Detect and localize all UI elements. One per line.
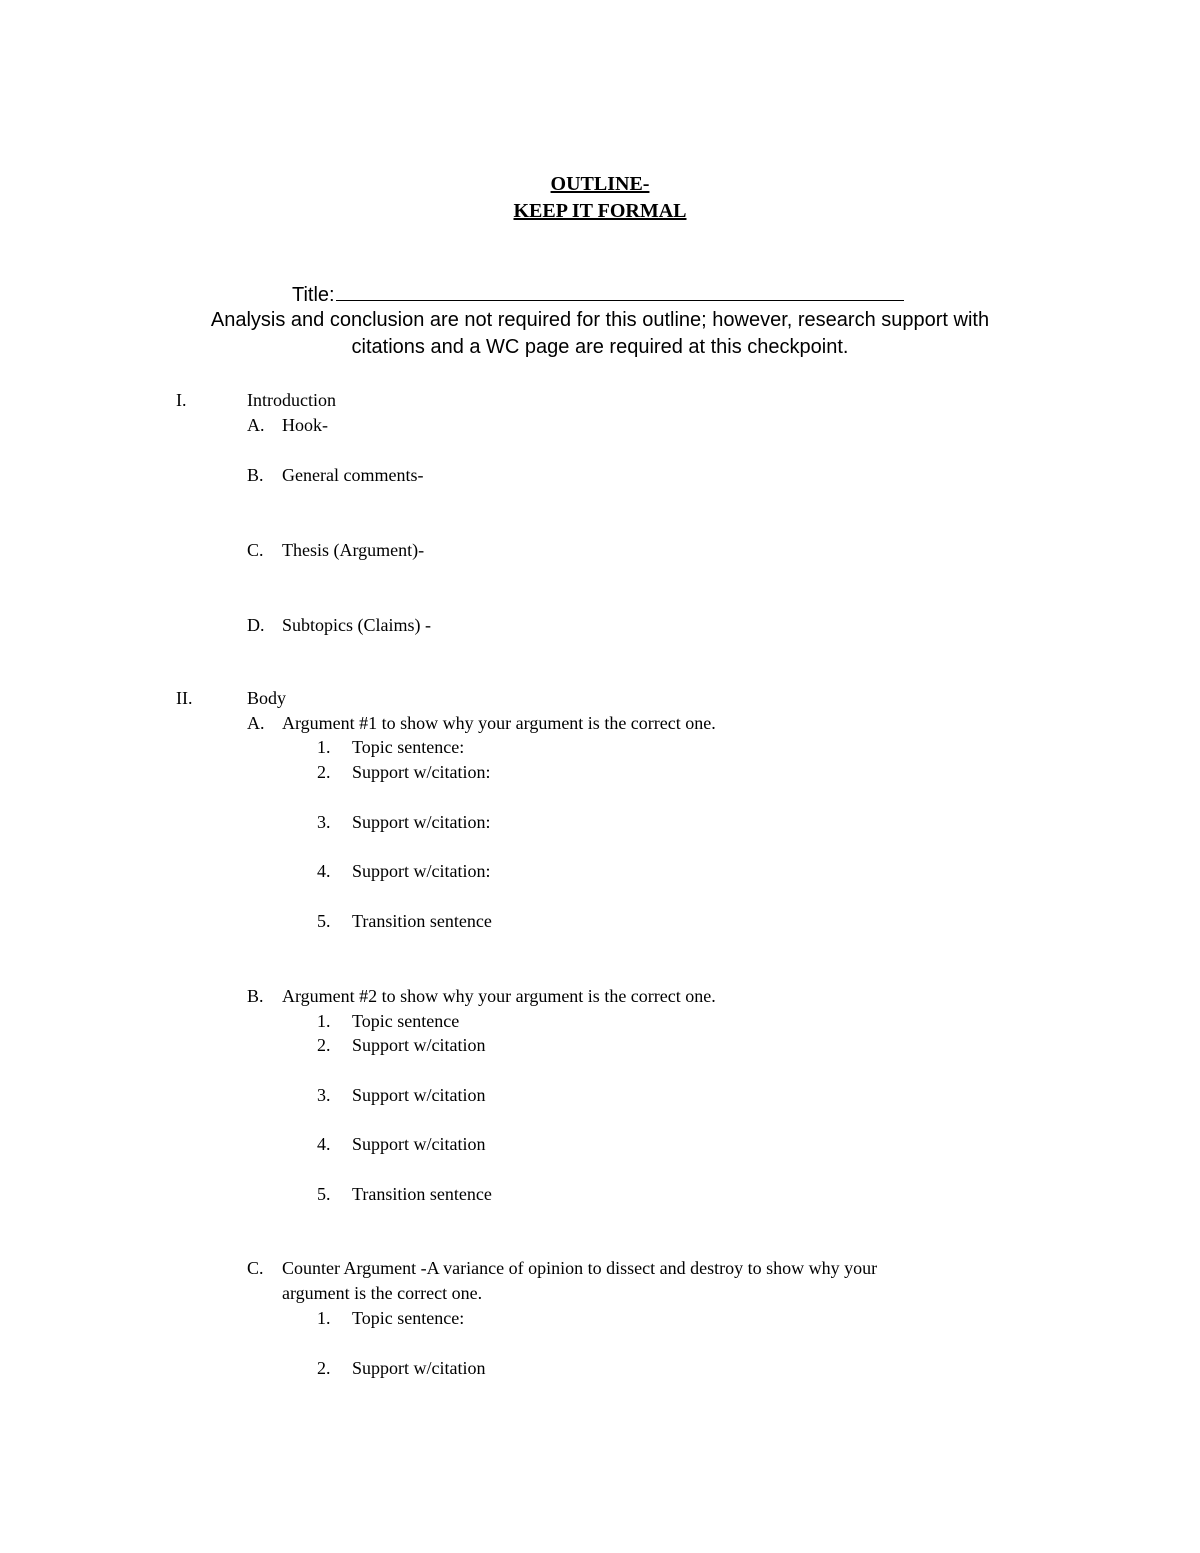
arg2-sub-4-number: 4. xyxy=(317,1134,331,1154)
counter-sub-topic-sentence: Topic sentence: xyxy=(352,1308,465,1328)
title-label: Title: xyxy=(292,284,335,306)
body-item-b-letter: B. xyxy=(247,986,264,1006)
intro-item-a-letter: A. xyxy=(247,415,265,435)
section-numeral-i: I. xyxy=(176,390,187,410)
arg2-sub-5-number: 5. xyxy=(317,1184,331,1204)
counter-sub-support: Support w/citation xyxy=(352,1358,486,1378)
counter-sub-1-number: 1. xyxy=(317,1308,331,1328)
arg2-sub-transition: Transition sentence xyxy=(352,1184,492,1204)
outline-heading: OUTLINE- xyxy=(550,173,650,195)
arg2-sub-support-2: Support w/citation xyxy=(352,1085,486,1105)
body-item-a-letter: A. xyxy=(247,713,265,733)
section-numeral-ii: II. xyxy=(176,688,193,708)
arg2-sub-support-3: Support w/citation xyxy=(352,1134,486,1154)
title-blank-line[interactable] xyxy=(336,280,904,301)
body-item-counter-argument-cont: argument is the correct one. xyxy=(282,1283,483,1303)
body-item-argument-1: Argument #1 to show why your argument is the correct one. xyxy=(282,713,716,733)
arg1-sub-4-number: 4. xyxy=(317,861,331,881)
arg2-sub-topic-sentence: Topic sentence xyxy=(352,1011,460,1031)
instructions-line-1: Analysis and conclusion are not required for this outline; however, research support with xyxy=(210,309,990,331)
arg1-sub-transition: Transition sentence xyxy=(352,911,492,931)
title-field[interactable] xyxy=(292,280,904,307)
arg1-sub-1-number: 1. xyxy=(317,737,331,757)
keep-formal-heading: KEEP IT FORMAL xyxy=(513,200,687,222)
arg1-sub-3-number: 3. xyxy=(317,812,331,832)
arg2-sub-1-number: 1. xyxy=(317,1011,331,1031)
intro-item-thesis: Thesis (Argument)- xyxy=(282,540,425,560)
arg2-sub-support-1: Support w/citation xyxy=(352,1035,486,1055)
arg1-sub-5-number: 5. xyxy=(317,911,331,931)
body-item-counter-argument: Counter Argument -A variance of opinion to dissect and destroy to show why your xyxy=(282,1258,878,1278)
section-body-label: Body xyxy=(247,688,287,708)
intro-item-general-comments: General comments- xyxy=(282,465,424,485)
arg1-sub-2-number: 2. xyxy=(317,762,331,782)
instructions-line-2: citations and a WC page are required at this checkpoint. xyxy=(351,336,849,358)
intro-item-hook: Hook- xyxy=(282,415,328,435)
intro-item-subtopics: Subtopics (Claims) - xyxy=(282,615,431,635)
arg1-sub-topic-sentence: Topic sentence: xyxy=(352,737,465,757)
intro-item-b-letter: B. xyxy=(247,465,264,485)
section-introduction-label: Introduction xyxy=(247,390,336,410)
arg2-sub-3-number: 3. xyxy=(317,1085,331,1105)
arg2-sub-2-number: 2. xyxy=(317,1035,331,1055)
arg1-sub-support-1: Support w/citation: xyxy=(352,762,491,782)
intro-item-d-letter: D. xyxy=(247,615,265,635)
arg1-sub-support-2: Support w/citation: xyxy=(352,812,491,832)
body-item-c-letter: C. xyxy=(247,1258,264,1278)
body-item-argument-2: Argument #2 to show why your argument is the correct one. xyxy=(282,986,716,1006)
counter-sub-2-number: 2. xyxy=(317,1358,331,1378)
intro-item-c-letter: C. xyxy=(247,540,264,560)
arg1-sub-support-3: Support w/citation: xyxy=(352,861,491,881)
